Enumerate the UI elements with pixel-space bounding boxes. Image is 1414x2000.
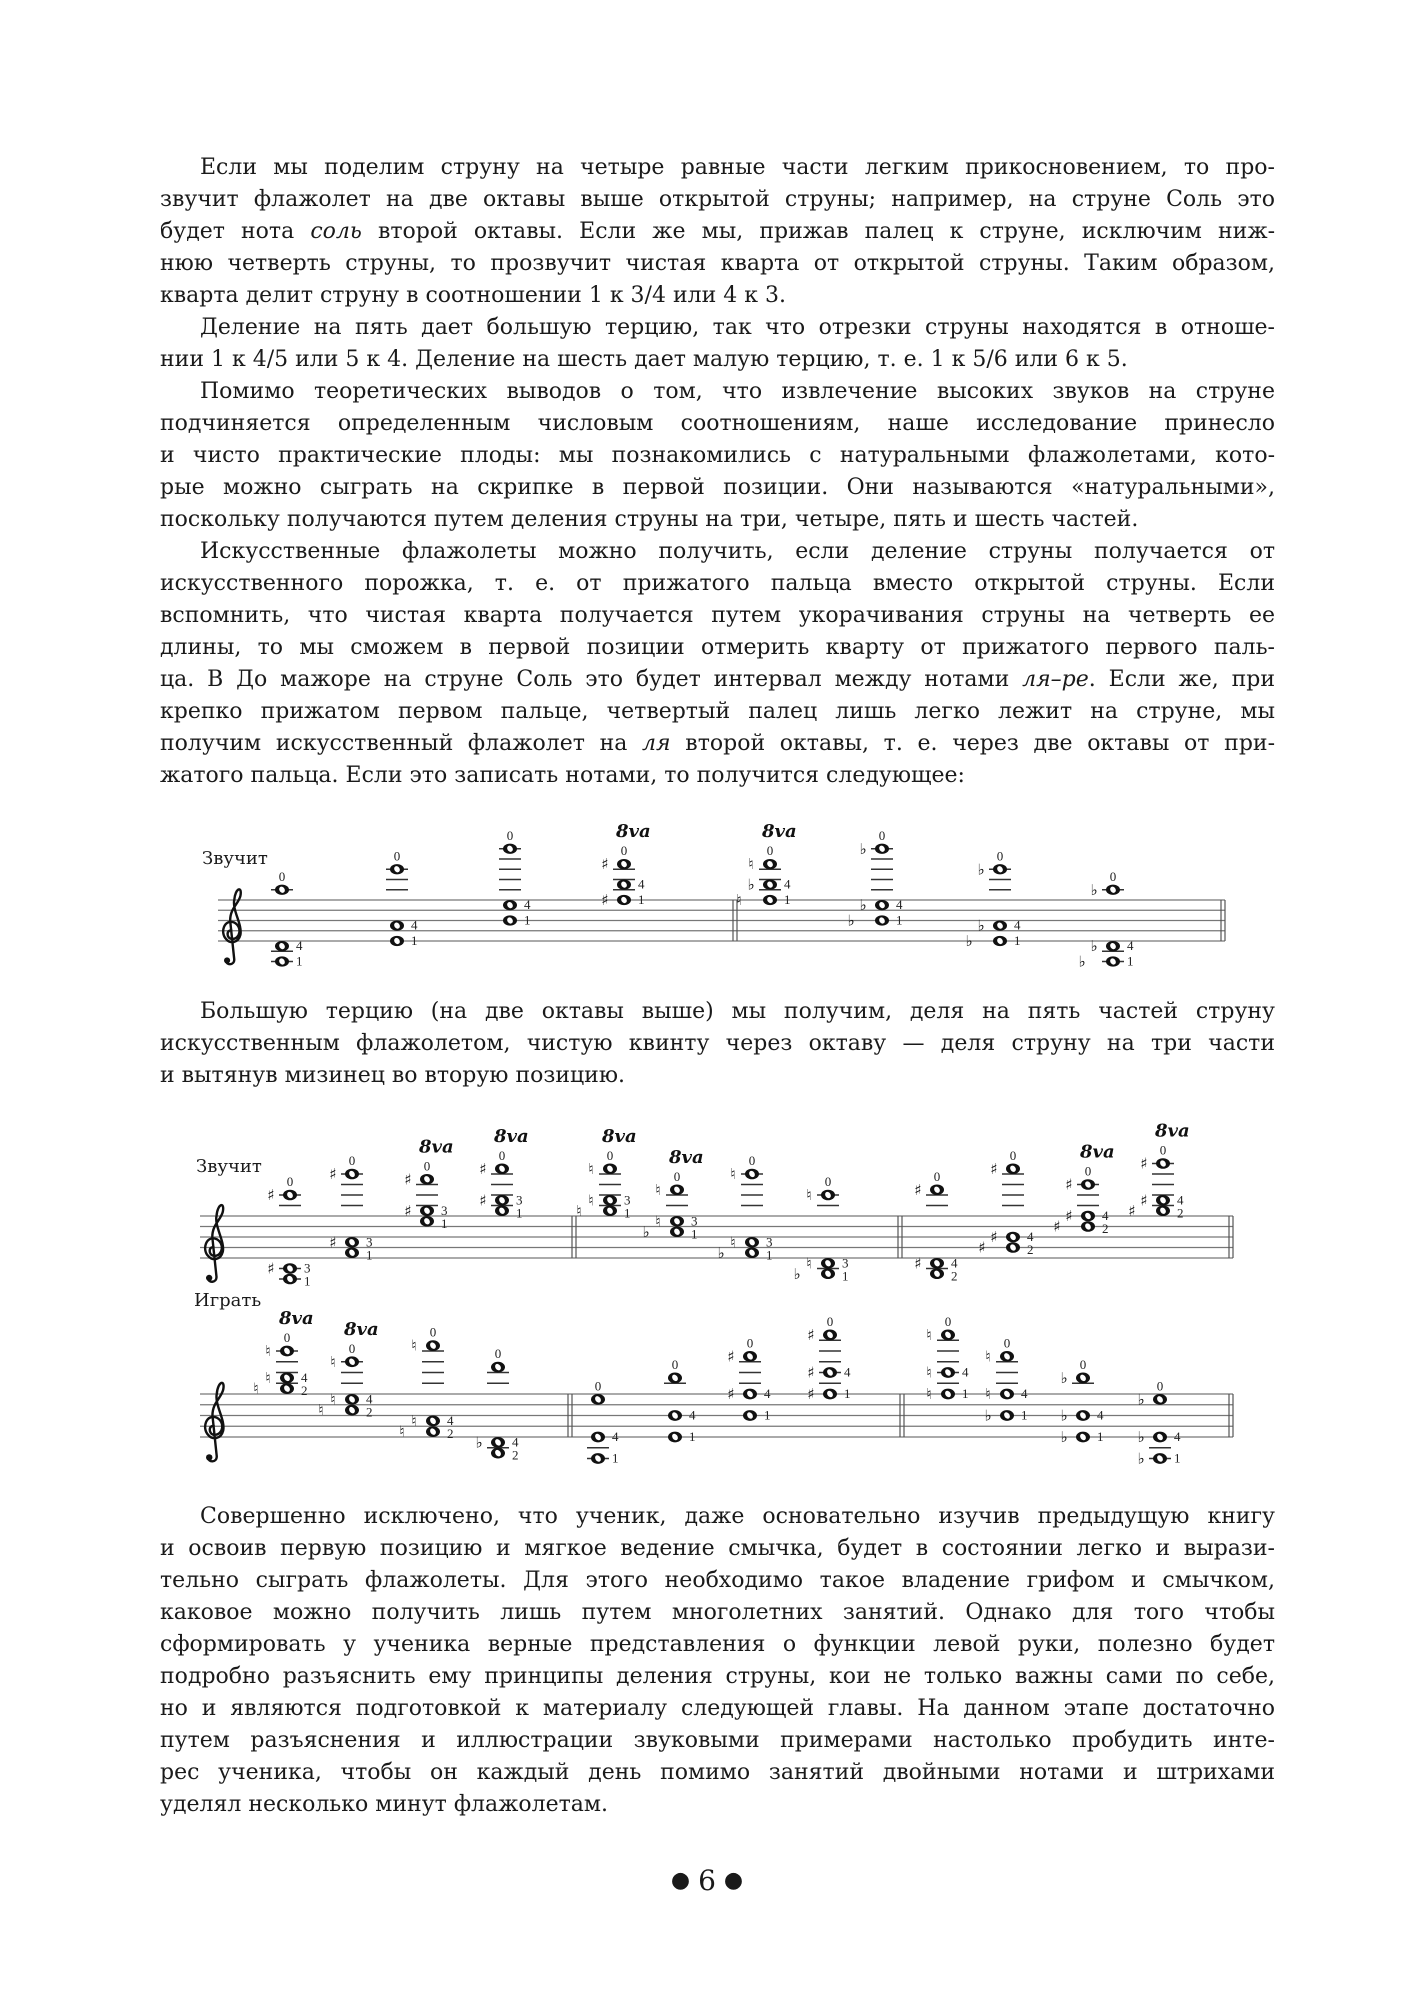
accidental-icon: ♮: [330, 1390, 336, 1409]
text-segment: поскольку получаются путем деления струны на три, четыре, пять и шесть частей.: [160, 507, 1139, 532]
fingering-number: 1: [784, 892, 791, 907]
chord: [271, 869, 303, 969]
accidental-icon: ♭: [642, 1222, 650, 1241]
text-segment: каковое можно получить лишь путем многолетних занятий. Однако для того чтобы: [160, 1600, 1275, 1625]
fingering-number: 1: [1174, 1450, 1181, 1466]
text-block-closing: [160, 1501, 1275, 1821]
fingering-number: 0: [1159, 1142, 1167, 1158]
fingering-number: 0: [429, 1324, 437, 1340]
chord: [399, 1325, 454, 1441]
text-segment: получим искусственный флажолет на: [160, 731, 643, 756]
accidental-icon: ♭: [1137, 1390, 1145, 1409]
accidental-icon: ♭: [1137, 1428, 1145, 1446]
text-segment: будет нота: [160, 219, 311, 244]
text-segment: рес ученика, чтобы он каждый день помимо занятий двойными нотами и штрихами: [160, 1760, 1275, 1785]
fingering-number: 3: [304, 1260, 311, 1276]
ottava-mark: 8va: [1155, 1120, 1190, 1142]
fingering-number: 4: [689, 1407, 696, 1423]
accidental-icon: ♭: [859, 896, 867, 915]
fingering-number: 1: [441, 1215, 448, 1231]
fingering-number: 0: [620, 843, 628, 859]
accidental-icon: ♯: [807, 1325, 815, 1344]
accidental-icon: ♯: [404, 1170, 412, 1189]
fingering-number: 4: [612, 1429, 619, 1444]
accidental-icon: ♭: [1090, 880, 1098, 899]
text-segment: Помимо теоретических выводов о том, что извлечение высоких звуков на струне: [200, 379, 1275, 404]
text-segment: второй октавы. Если же мы, прижав палец к струне, исключим ниж-: [361, 219, 1276, 244]
chord: [267, 1174, 310, 1289]
accidental-icon: ♮: [253, 1379, 259, 1398]
fingering-number: 0: [348, 1340, 356, 1356]
chord: [984, 1335, 1028, 1424]
fingering-number: 0: [824, 1174, 832, 1189]
accidental-icon: ♭: [747, 875, 755, 894]
accidental-icon: ♮: [576, 1201, 582, 1220]
fingering-number: 1: [764, 1407, 771, 1423]
text-line: [160, 1597, 1275, 1629]
chord: [978, 1148, 1034, 1257]
fingering-number: 2: [512, 1447, 519, 1463]
chord: [727, 1335, 771, 1422]
accidental-icon: ♯: [1128, 1201, 1136, 1220]
fingering-number: 3: [624, 1192, 631, 1208]
text-segment: ца. В До мажоре на струне Соль это будет интервал между нотами: [160, 667, 1023, 692]
fingering-number: 2: [301, 1382, 308, 1398]
fingering-number: 0: [283, 1330, 291, 1345]
fingering-number: 0: [996, 848, 1004, 864]
fingering-number: 0: [1156, 1378, 1164, 1394]
bullet-icon: ●: [670, 1868, 691, 1893]
fingering-number: 4: [1027, 1229, 1034, 1244]
fingering-number: 3: [366, 1234, 373, 1250]
accidental-icon: ♮: [411, 1336, 417, 1355]
ottava-mark: 8va: [494, 1125, 529, 1147]
chord: [499, 828, 531, 928]
chord: [576, 1126, 636, 1221]
accidental-icon: ♯: [807, 1385, 815, 1403]
accidental-icon: ♮: [655, 1180, 661, 1199]
text-segment: но и являются подготовкой к материалу следующей главы. На данном этапе достаточно: [160, 1696, 1275, 1721]
fingering-number: 1: [524, 912, 531, 928]
text-segment: тельно сыграть флажолеты. Для этого необходимо такое владение грифом и смычком,: [160, 1568, 1275, 1593]
text-segment: вспомнить, что чистая кварта получается путем укорачивания струны на четверть ее: [160, 603, 1275, 628]
text-segment: Деление на пять дает большую терцию, так что отрезки струны находятся в отноше-: [200, 315, 1275, 340]
fingering-number: 0: [423, 1158, 431, 1174]
text-line: [160, 1028, 1275, 1060]
chord: [386, 848, 418, 948]
text-segment: и чисто практические плоды: мы познакомились с натуральными флажолетами, кото-: [160, 443, 1275, 468]
fingering-number: 1: [516, 1205, 523, 1221]
accidental-icon: ♭: [1078, 952, 1086, 971]
fingering-number: 1: [296, 953, 303, 969]
accidental-icon: ♮: [736, 891, 742, 909]
text-block-middle: [160, 996, 1275, 1092]
text-segment: искусственным флажолетом, чистую квинту через октаву — деля струну на три части: [160, 1031, 1275, 1056]
accidental-icon: ♮: [926, 1325, 932, 1344]
accidental-icon: ♭: [793, 1264, 801, 1283]
accidental-icon: ♮: [730, 1233, 736, 1252]
fingering-number: 4: [512, 1434, 519, 1450]
ottava-mark: 8va: [602, 1125, 637, 1147]
chord: [329, 1153, 372, 1262]
accidental-icon: ♮: [748, 855, 754, 874]
fingering-number: 2: [366, 1404, 373, 1420]
text-line: [160, 1501, 1275, 1533]
fingering-number: 0: [746, 1335, 754, 1351]
chord: [736, 821, 796, 909]
accidental-icon: ♮: [588, 1191, 594, 1210]
text-segment: и освоив первую позицию и мягкое ведение смычка, будет в состоянии легко и вырази-: [160, 1536, 1275, 1561]
ottava-mark: 8va: [1080, 1141, 1115, 1163]
accidental-icon: ♮: [806, 1254, 812, 1273]
accidental-icon: ♯: [990, 1228, 998, 1246]
accidental-icon: ♮: [265, 1368, 271, 1387]
chord: [807, 1314, 851, 1403]
fingering-number: 4: [896, 897, 903, 913]
accidental-icon: ♯: [479, 1191, 487, 1210]
fingering-number: 1: [1097, 1429, 1104, 1444]
page-number: [0, 1864, 1414, 1897]
fingering-number: 4: [447, 1412, 454, 1428]
fingering-number: 3: [441, 1202, 448, 1218]
fingering-number: 0: [348, 1153, 356, 1168]
fingering-number: 1: [691, 1226, 698, 1242]
chord: [1137, 1378, 1181, 1467]
fingering-number: 1: [896, 912, 903, 928]
text-line: [160, 1757, 1275, 1789]
fingering-number: 2: [1027, 1242, 1034, 1257]
accidental-icon: ♯: [601, 855, 609, 874]
ottava-mark: 8va: [419, 1136, 454, 1158]
text-segment: Большую терцию (на две октавы выше) мы получим, деля на пять частей струну: [200, 999, 1275, 1024]
ottava-mark: 8va: [279, 1308, 314, 1329]
text-segment: путем разъяснения и иллюстрации звуковыми примерами настолько пробудить инте-: [160, 1728, 1275, 1753]
chord: [253, 1308, 313, 1398]
text-segment: подробно разъяснить ему принципы деления струны, кои не только важны сами по себе,: [160, 1664, 1275, 1689]
fingering-number: 0: [878, 827, 886, 843]
fingering-number: 4: [844, 1364, 851, 1380]
ottava-mark: 8va: [669, 1146, 704, 1168]
chord: [1078, 869, 1134, 971]
fingering-number: 1: [1127, 953, 1134, 969]
accidental-icon: ♯: [978, 1238, 986, 1257]
fingering-number: 1: [366, 1247, 373, 1263]
chord: [965, 848, 1021, 950]
fingering-number: 0: [671, 1356, 679, 1372]
fingering-number: 0: [944, 1313, 952, 1329]
fingering-number: 4: [638, 876, 645, 892]
chord: [793, 1174, 848, 1283]
fingering-number: 4: [1174, 1429, 1181, 1444]
fingering-number: 1: [624, 1205, 631, 1221]
chord: [587, 1378, 619, 1465]
accidental-icon: ♯: [990, 1159, 998, 1178]
accidental-icon: ♮: [985, 1347, 991, 1366]
fingering-number: 4: [1177, 1192, 1184, 1208]
accidental-icon: ♭: [1090, 937, 1098, 956]
ottava-mark: 8va: [344, 1318, 379, 1340]
text-line: [160, 1693, 1275, 1725]
fingering-number: 0: [278, 868, 286, 884]
accidental-icon: ♯: [601, 891, 609, 909]
fingering-number: 2: [447, 1425, 454, 1441]
text-segment: кварта делит струну в соотношении 1 к 3/4 или 4 к 3.: [160, 283, 786, 308]
staff-system: [194, 1121, 1233, 1312]
text-segment: длины, то мы сможем в первой позиции отмерить кварту от прижатого первого паль-: [160, 635, 1275, 660]
accidental-icon: ♯: [727, 1347, 735, 1366]
accidental-icon: ♯: [807, 1363, 815, 1382]
chord: [1128, 1121, 1189, 1221]
accidental-icon: ♯: [1053, 1217, 1061, 1236]
accidental-icon: ♯: [479, 1159, 487, 1178]
fingering-number: 4: [366, 1391, 373, 1407]
text-segment: искусственного порожка, т. е. от прижатого пальца вместо открытой струны. Если: [160, 571, 1275, 596]
text-segment: Если мы поделим струну на четыре равные части легким прикосновением, то про-: [200, 155, 1275, 180]
chord: [717, 1153, 772, 1262]
accidental-icon: ♮: [655, 1212, 661, 1231]
fingering-number: 0: [494, 1346, 502, 1362]
fingering-number: 0: [826, 1313, 834, 1329]
accidental-icon: ♯: [1140, 1191, 1148, 1210]
accidental-icon: ♯: [329, 1233, 337, 1252]
fingering-number: 0: [673, 1168, 681, 1184]
fingering-number: 1: [844, 1386, 851, 1401]
text-line: [160, 1565, 1275, 1597]
text-segment: рые можно сыграть на скрипке в первой позиции. Они называются «натуральными»,: [160, 475, 1275, 500]
fingering-number: 0: [594, 1378, 602, 1394]
fingering-number: 3: [766, 1234, 773, 1250]
bullet-icon: ●: [723, 1868, 744, 1893]
fingering-number: 1: [689, 1429, 696, 1444]
fingering-number: 1: [842, 1268, 849, 1284]
fingering-number: 1: [1021, 1407, 1028, 1423]
paragraph: [160, 1501, 1275, 1821]
fingering-number: 4: [524, 897, 531, 913]
chord: [664, 1357, 696, 1444]
text-segment: Совершенно исключено, что ученик, даже основательно изучив предыдущую книгу: [200, 1504, 1275, 1529]
fingering-number: 4: [1021, 1386, 1028, 1401]
text-segment: уделял несколько минут флажолетам.: [160, 1792, 609, 1817]
fingering-number: 2: [1102, 1221, 1109, 1236]
text-segment: жатого пальца. Если это записать нотами, то получится следующее:: [160, 763, 965, 788]
accidental-icon: ♮: [985, 1385, 991, 1403]
text-line: [160, 1789, 1275, 1821]
fingering-number: 4: [764, 1386, 771, 1401]
fingering-number: 4: [1097, 1407, 1104, 1423]
text-line: [160, 996, 1275, 1028]
fingering-number: 3: [516, 1192, 523, 1208]
text-segment: подчиняется определенным числовым соотношениям, наше исследование принесло: [160, 411, 1275, 436]
fingering-number: 1: [962, 1386, 969, 1401]
accidental-icon: ♯: [267, 1259, 275, 1278]
text-line: [160, 1060, 1275, 1092]
accidental-icon: ♭: [977, 916, 985, 935]
fingering-number: 2: [951, 1268, 958, 1284]
accidental-icon: ♮: [399, 1422, 405, 1441]
fingering-number: 4: [1014, 917, 1021, 933]
text-line: [160, 1661, 1275, 1693]
fingering-number: 4: [1127, 938, 1134, 954]
text-segment: сформировать у ученика верные представления о функции левой руки, полезно будет: [160, 1632, 1275, 1657]
accidental-icon: ♭: [859, 839, 867, 858]
fingering-number: 1: [1014, 933, 1021, 948]
text-segment: и вытянув мизинец во вторую позицию.: [160, 1063, 625, 1088]
accidental-icon: ♯: [727, 1385, 735, 1403]
text-segment: нии 1 к 4/5 или 5 к 4. Деление на шесть дает малую терцию, т. е. 1 к 5/6 или 6 к 5.: [160, 347, 1128, 372]
fingering-number: 4: [1102, 1208, 1109, 1223]
accidental-icon: ♮: [265, 1342, 271, 1360]
label-sounds: Звучит: [202, 848, 268, 869]
accidental-icon: ♭: [1060, 1428, 1068, 1446]
fingering-number: 1: [638, 892, 645, 907]
fingering-number: 0: [498, 1147, 506, 1163]
accidental-icon: ♭: [1060, 1368, 1068, 1387]
fingering-number: 4: [951, 1255, 958, 1271]
accidental-icon: ♯: [267, 1186, 275, 1204]
accidental-icon: ♯: [914, 1180, 922, 1199]
accidental-icon: ♭: [717, 1243, 725, 1262]
accidental-icon: ♭: [965, 932, 973, 950]
fingering-number: 1: [612, 1450, 619, 1466]
fingering-number: 1: [766, 1247, 773, 1263]
accidental-icon: ♮: [926, 1363, 932, 1382]
accidental-icon: ♮: [730, 1165, 736, 1183]
paragraph: [160, 996, 1275, 1092]
italic-term: ля–ре: [1022, 667, 1089, 692]
chord: [601, 821, 650, 909]
fingering-number: 1: [304, 1273, 311, 1289]
treble-clef-icon: [206, 1454, 212, 1460]
italic-term: соль: [310, 219, 362, 244]
staff-system: [202, 821, 1225, 970]
ottava-mark: 8va: [616, 821, 651, 843]
fingering-number: 0: [748, 1153, 756, 1168]
text-segment: второй октавы, т. е. через две октавы от при-: [670, 731, 1275, 756]
text-segment: звучит флажолет на две октавы выше открытой струны; например, на струне Соль это: [160, 187, 1275, 212]
label-play: Играть: [194, 1290, 262, 1311]
accidental-icon: ♯: [329, 1165, 337, 1183]
fingering-number: 0: [286, 1174, 294, 1189]
chord: [926, 1314, 969, 1403]
accidental-icon: ♭: [1060, 1406, 1068, 1425]
accidental-icon: ♯: [914, 1254, 922, 1273]
accidental-icon: ♮: [411, 1411, 417, 1430]
accidental-icon: ♭: [977, 860, 985, 879]
fingering-number: 4: [296, 938, 303, 954]
fingering-number: 0: [933, 1168, 941, 1184]
accidental-icon: ♭: [984, 1406, 992, 1425]
accidental-icon: ♭: [847, 911, 855, 930]
accidental-icon: ♭: [475, 1433, 483, 1452]
fingering-number: 0: [1084, 1163, 1092, 1179]
staff-system: [200, 1308, 1233, 1468]
chord: [479, 1126, 528, 1221]
text-line: [160, 1533, 1275, 1565]
text-segment: . Если же, при: [1088, 667, 1276, 692]
italic-term: ля: [642, 731, 671, 756]
text-segment: нюю четверть струны, то прозвучит чистая кварта от открытой струны. Таким образом,: [160, 251, 1275, 276]
text-segment: крепко прижатом первом пальце, четвертый палец лишь легко лежит на струне, мы: [160, 699, 1275, 724]
fingering-number: 4: [784, 876, 791, 892]
chord: [1053, 1142, 1114, 1237]
text-segment: Искусственные флажолеты можно получить, если деление струны получается от: [200, 539, 1275, 564]
accidental-icon: ♯: [1065, 1207, 1073, 1225]
ottava-mark: 8va: [762, 821, 797, 843]
fingering-number: 0: [1009, 1147, 1017, 1163]
fingering-number: 0: [1109, 868, 1117, 884]
fingering-number: 4: [301, 1369, 308, 1385]
fingering-number: 0: [1079, 1356, 1087, 1372]
chord: [1060, 1357, 1104, 1446]
treble-clef-icon: [206, 1275, 212, 1281]
accidental-icon: ♮: [330, 1352, 336, 1371]
accidental-icon: ♮: [806, 1186, 812, 1204]
page-number-value: 6: [698, 1864, 716, 1897]
fingering-number: 4: [962, 1364, 969, 1380]
accidental-icon: ♭: [1137, 1449, 1145, 1468]
label-sounds: Звучит: [196, 1156, 262, 1177]
fingering-number: 3: [842, 1255, 849, 1271]
fingering-number: 0: [393, 848, 401, 864]
fingering-number: 2: [1177, 1205, 1184, 1221]
fingering-number: 0: [1003, 1335, 1011, 1351]
text-line: [160, 1725, 1275, 1757]
fingering-number: 0: [766, 843, 774, 859]
accidental-icon: ♮: [588, 1159, 594, 1178]
fingering-number: 0: [606, 1147, 614, 1163]
fingering-number: 4: [411, 917, 418, 933]
accidental-icon: ♯: [1065, 1175, 1073, 1194]
fingering-number: 3: [691, 1213, 698, 1229]
accidental-icon: ♯: [1140, 1154, 1148, 1173]
text-line: [160, 1629, 1275, 1661]
fingering-number: 1: [411, 933, 418, 948]
accidental-icon: ♯: [404, 1201, 412, 1220]
accidental-icon: ♮: [926, 1385, 932, 1403]
chord: [847, 828, 903, 930]
accidental-icon: ♮: [318, 1401, 324, 1420]
fingering-number: 0: [506, 827, 514, 843]
treble-clef-icon: [224, 957, 230, 963]
